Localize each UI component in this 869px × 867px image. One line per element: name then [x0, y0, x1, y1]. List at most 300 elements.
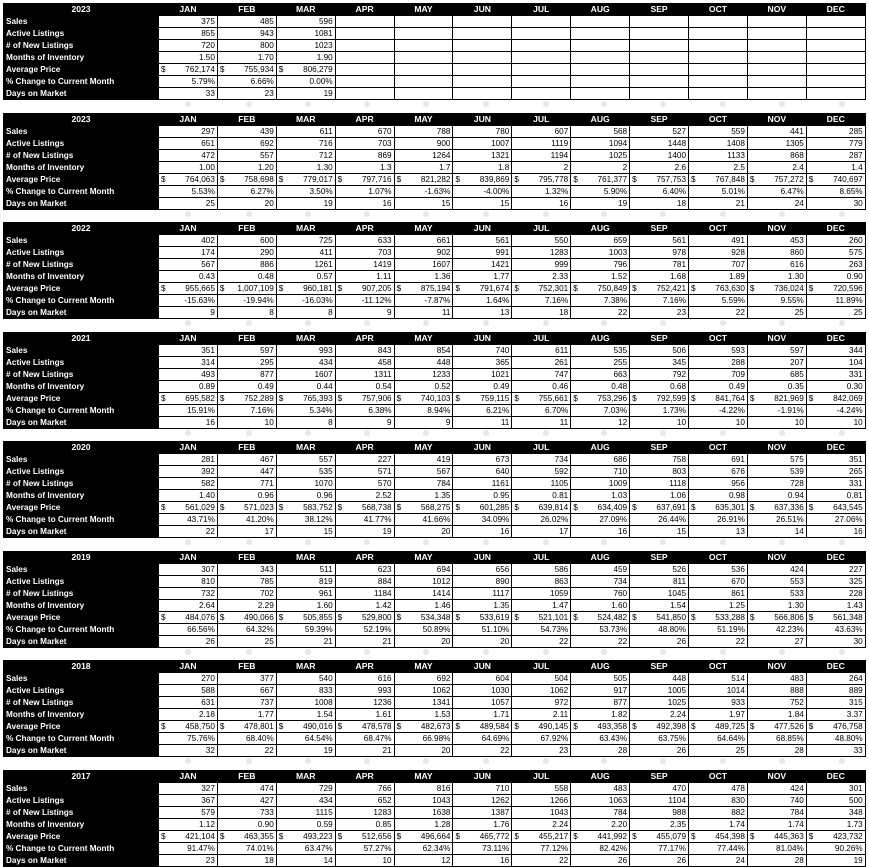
row-label: Days on Market [4, 416, 159, 428]
spacer-dot [601, 211, 607, 217]
data-cell [276, 64, 335, 76]
data-cell [630, 611, 689, 623]
data-cell: 1012 [394, 575, 453, 587]
currency-symbol: $ [219, 393, 225, 403]
data-cell [276, 392, 335, 404]
data-cell: 344 [806, 344, 865, 356]
currency-symbol: $ [632, 722, 637, 731]
currency-symbol: $ [278, 393, 284, 403]
row-label: Days on Market [4, 745, 159, 757]
data-cell: 1.74 [747, 818, 806, 830]
data-cell: 6.27% [217, 185, 276, 197]
month-header-feb: FEB [217, 4, 276, 16]
data-cell: 1421 [453, 259, 512, 271]
data-cell: 345 [630, 356, 689, 368]
table-gap [3, 757, 865, 770]
data-cell: 207 [747, 356, 806, 368]
price-value: 907,205 [361, 284, 392, 293]
currency-symbol: $ [749, 831, 755, 841]
data-cell: 7.16% [512, 295, 571, 307]
data-cell: 285 [806, 125, 865, 137]
data-cell: 1.89 [689, 271, 748, 283]
year-table-2023 [3, 113, 866, 210]
currency-symbol: $ [691, 612, 696, 622]
data-cell: 633 [335, 235, 394, 247]
data-cell: 710 [453, 782, 512, 794]
spacer-dot [720, 430, 726, 436]
data-cell: 8 [276, 416, 335, 428]
spacer-dot [660, 539, 666, 545]
data-cell: 734 [571, 575, 630, 587]
data-cell: 8 [217, 307, 276, 319]
data-cell: 5.90% [571, 185, 630, 197]
data-cell: 2 [571, 161, 630, 173]
data-cell: 784 [571, 806, 630, 818]
table-row [4, 283, 866, 295]
data-cell: 788 [394, 125, 453, 137]
data-cell: 1.60 [571, 599, 630, 611]
data-cell: 631 [159, 697, 218, 709]
data-cell [689, 52, 748, 64]
row-label: Sales [4, 344, 159, 356]
data-cell [747, 611, 806, 623]
currency-symbol: $ [337, 284, 343, 293]
data-cell: 561 [630, 235, 689, 247]
data-cell [806, 721, 865, 733]
data-cell: 733 [217, 806, 276, 818]
data-cell: 611 [276, 125, 335, 137]
data-cell [335, 611, 394, 623]
data-cell [159, 502, 218, 514]
spacer-dot [423, 101, 429, 107]
data-cell: 20 [394, 745, 453, 757]
data-cell: 747 [512, 368, 571, 380]
data-cell: -7.87% [394, 295, 453, 307]
data-cell [747, 40, 806, 52]
table-row [4, 830, 866, 842]
data-cell: 2.64 [159, 599, 218, 611]
year-heading: 2017 [4, 770, 159, 782]
data-cell [394, 64, 453, 76]
currency-symbol: $ [691, 284, 696, 293]
spacer-dot [779, 320, 785, 326]
spacer-dot [543, 649, 549, 655]
data-cell: 12 [571, 416, 630, 428]
data-cell [689, 88, 748, 100]
data-cell: 978 [630, 247, 689, 259]
table-row [4, 587, 866, 599]
data-cell: 30 [806, 197, 865, 209]
month-header-may: MAY [394, 551, 453, 563]
data-cell: 24 [747, 197, 806, 209]
data-cell: 7.03% [571, 404, 630, 416]
data-cell [335, 16, 394, 28]
data-cell: 22 [512, 635, 571, 647]
data-cell: 1.70 [217, 52, 276, 64]
month-header-dec: DEC [806, 661, 865, 673]
header-row [4, 551, 866, 563]
data-cell: 737 [217, 697, 276, 709]
currency-symbol: $ [396, 503, 402, 512]
data-cell: 290 [217, 247, 276, 259]
data-cell: 375 [159, 16, 218, 28]
currency-symbol: $ [632, 284, 637, 293]
data-cell: 434 [276, 356, 335, 368]
data-cell [689, 173, 748, 185]
data-cell [747, 16, 806, 28]
data-cell [689, 64, 748, 76]
spacer-dot [720, 320, 726, 326]
data-cell: 656 [453, 563, 512, 575]
data-cell: 1.28 [394, 818, 453, 830]
data-cell: 1448 [630, 137, 689, 149]
price-value: 496,664 [420, 831, 451, 841]
table-row [4, 235, 866, 247]
data-cell: 1.03 [571, 490, 630, 502]
data-cell: 74.01% [217, 842, 276, 854]
row-label: Average Price [4, 392, 159, 404]
data-cell [276, 830, 335, 842]
data-cell: 860 [747, 247, 806, 259]
price-value: 454,398 [715, 831, 745, 841]
price-value: 764,063 [185, 174, 215, 184]
row-label: Days on Market [4, 88, 159, 100]
data-cell: -4.00% [453, 185, 512, 197]
data-cell [571, 283, 630, 295]
data-cell: 506 [630, 344, 689, 356]
month-header-jul: JUL [512, 551, 571, 563]
data-cell [512, 40, 571, 52]
data-cell [689, 611, 748, 623]
data-cell [335, 830, 394, 842]
data-cell [747, 76, 806, 88]
data-cell [159, 64, 218, 76]
currency-symbol: $ [337, 503, 343, 512]
data-cell: 0.49 [689, 380, 748, 392]
header-row [4, 223, 866, 235]
spacer-dot [246, 101, 252, 107]
data-cell: 59.39% [276, 623, 335, 635]
data-cell: 424 [747, 782, 806, 794]
data-cell [159, 830, 218, 842]
data-cell: 1133 [689, 149, 748, 161]
month-header-feb: FEB [217, 770, 276, 782]
currency-symbol: $ [455, 612, 461, 622]
data-cell: 26 [571, 854, 630, 866]
month-header-jul: JUL [512, 332, 571, 344]
data-cell: 6.66% [217, 76, 276, 88]
table-row [4, 356, 866, 368]
year-heading: 2021 [4, 332, 159, 344]
currency-symbol: $ [573, 831, 578, 841]
month-header-jan: JAN [159, 551, 218, 563]
month-header-may: MAY [394, 332, 453, 344]
data-cell: 1105 [512, 478, 571, 490]
data-cell [394, 40, 453, 52]
year-table-2018 [3, 660, 866, 757]
data-cell [571, 16, 630, 28]
data-cell: 23 [512, 745, 571, 757]
data-cell [159, 283, 218, 295]
price-value: 755,934 [244, 65, 274, 74]
data-cell: 1.54 [630, 599, 689, 611]
year-table-2023 [3, 3, 866, 100]
data-cell: 2.4 [747, 161, 806, 173]
data-cell: 25 [747, 307, 806, 319]
data-cell [571, 830, 630, 842]
data-cell [335, 173, 394, 185]
data-cell: 0.46 [512, 380, 571, 392]
data-cell: 0.95 [453, 490, 512, 502]
data-cell: 11 [453, 416, 512, 428]
currency-symbol: $ [396, 174, 402, 184]
data-cell [630, 502, 689, 514]
data-cell: 27.09% [571, 514, 630, 526]
row-label: Days on Market [4, 854, 159, 866]
data-cell: 604 [453, 673, 512, 685]
data-cell [394, 830, 453, 842]
data-cell: 1.07% [335, 185, 394, 197]
row-label: Average Price [4, 64, 159, 76]
data-cell: 441 [747, 125, 806, 137]
data-cell: 13 [453, 307, 512, 319]
spacer-dot [305, 758, 311, 764]
currency-symbol: $ [455, 174, 461, 184]
data-cell: 8.65% [806, 185, 865, 197]
month-header-dec: DEC [806, 113, 865, 125]
month-header-aug: AUG [571, 770, 630, 782]
spacer-dot [839, 649, 845, 655]
data-cell: 21 [689, 197, 748, 209]
data-cell [630, 283, 689, 295]
data-cell: 325 [806, 575, 865, 587]
table-gap [3, 210, 865, 223]
data-cell: 1.73 [806, 818, 865, 830]
data-cell: 2 [512, 161, 571, 173]
spacer-dot [246, 539, 252, 545]
currency-symbol: $ [808, 722, 814, 731]
month-header-apr: APR [335, 661, 394, 673]
currency-symbol: $ [632, 393, 637, 403]
data-cell: 365 [453, 356, 512, 368]
table-row [4, 709, 866, 721]
data-cell: 467 [217, 454, 276, 466]
month-header-may: MAY [394, 223, 453, 235]
data-cell: 784 [394, 478, 453, 490]
data-cell: 567 [159, 259, 218, 271]
currency-symbol: $ [161, 722, 166, 731]
year-heading: 2023 [4, 113, 159, 125]
data-cell: 26.51% [747, 514, 806, 526]
data-cell: 15.91% [159, 404, 218, 416]
data-cell [276, 283, 335, 295]
data-cell: 28 [747, 745, 806, 757]
data-cell [571, 40, 630, 52]
currency-symbol: $ [219, 65, 225, 74]
data-cell: 13 [689, 526, 748, 538]
data-cell: 174 [159, 247, 218, 259]
data-cell: 710 [571, 466, 630, 478]
data-cell: 0.30 [806, 380, 865, 392]
month-header-nov: NOV [747, 113, 806, 125]
data-cell: 16 [453, 526, 512, 538]
row-label: Average Price [4, 611, 159, 623]
spacer-dot [305, 101, 311, 107]
month-header-mar: MAR [276, 551, 335, 563]
data-cell: 77.44% [689, 842, 748, 854]
currency-symbol: $ [337, 174, 343, 184]
data-cell: 792 [630, 368, 689, 380]
price-value: 753,296 [597, 393, 628, 403]
data-cell: -1.63% [394, 185, 453, 197]
currency-symbol: $ [161, 284, 166, 293]
market-stats-sheet [3, 3, 865, 867]
table-row [4, 307, 866, 319]
price-value: 757,272 [774, 174, 804, 184]
table-row [4, 161, 866, 173]
row-label: # of New Listings [4, 149, 159, 161]
data-cell: 33 [806, 745, 865, 757]
data-cell: 1184 [335, 587, 394, 599]
row-label: Active Listings [4, 575, 159, 587]
currency-symbol: $ [632, 831, 637, 841]
data-cell: -16.03% [276, 295, 335, 307]
data-cell [394, 76, 453, 88]
data-cell: 760 [571, 587, 630, 599]
data-cell [453, 76, 512, 88]
data-cell: 559 [689, 125, 748, 137]
data-cell: 265 [806, 466, 865, 478]
price-value: 465,772 [479, 831, 510, 841]
data-cell: 877 [217, 368, 276, 380]
data-cell [806, 16, 865, 28]
table-row [4, 685, 866, 697]
row-label: Days on Market [4, 526, 159, 538]
spacer-dot [246, 430, 252, 436]
spacer-dot [720, 101, 726, 107]
data-cell: 26.02% [512, 514, 571, 526]
data-cell: 16 [571, 526, 630, 538]
table-row [4, 721, 866, 733]
data-cell: 729 [276, 782, 335, 794]
data-cell: 11.89% [806, 295, 865, 307]
table-row [4, 806, 866, 818]
data-cell: 651 [159, 137, 218, 149]
data-cell: 20 [453, 635, 512, 647]
data-cell: 1236 [335, 697, 394, 709]
price-value: 533,288 [715, 612, 745, 622]
data-cell: 734 [512, 454, 571, 466]
data-cell: 692 [217, 137, 276, 149]
currency-symbol: $ [278, 174, 284, 184]
data-cell [689, 283, 748, 295]
data-cell: 51.10% [453, 623, 512, 635]
data-cell: 0.54 [335, 380, 394, 392]
data-cell: 1.84 [747, 709, 806, 721]
spacer-dot [601, 758, 607, 764]
data-cell: 16 [159, 416, 218, 428]
row-label: Average Price [4, 283, 159, 295]
table-row [4, 197, 866, 209]
data-cell: 493 [159, 368, 218, 380]
data-cell: 596 [276, 16, 335, 28]
price-value: 875,194 [420, 284, 451, 293]
data-cell: 928 [689, 247, 748, 259]
data-cell: 402 [159, 235, 218, 247]
price-value: 533,619 [479, 612, 510, 622]
currency-symbol: $ [691, 722, 696, 731]
month-header-jan: JAN [159, 442, 218, 454]
currency-symbol: $ [749, 612, 755, 622]
data-cell: 25 [159, 197, 218, 209]
data-cell [394, 173, 453, 185]
spacer-dot [543, 320, 549, 326]
spacer-dot [423, 539, 429, 545]
data-cell: 0.48 [217, 271, 276, 283]
header-row [4, 442, 866, 454]
data-cell: -1.91% [747, 404, 806, 416]
data-cell: 597 [747, 344, 806, 356]
data-cell: 48.80% [630, 623, 689, 635]
row-label: Active Listings [4, 794, 159, 806]
month-header-jan: JAN [159, 332, 218, 344]
data-cell: 16 [806, 526, 865, 538]
price-value: 521,101 [538, 612, 569, 622]
currency-symbol: $ [455, 831, 461, 841]
data-cell: 771 [217, 478, 276, 490]
data-cell: 527 [630, 125, 689, 137]
currency-symbol: $ [278, 284, 284, 293]
price-value: 841,764 [715, 393, 745, 403]
price-value: 806,279 [303, 65, 333, 74]
row-label: % Change to Current Month [4, 76, 159, 88]
month-header-aug: AUG [571, 661, 630, 673]
data-cell [512, 173, 571, 185]
data-cell: 6.40% [630, 185, 689, 197]
data-cell: 1.60 [276, 599, 335, 611]
data-cell: 2.6 [630, 161, 689, 173]
data-cell: 1003 [571, 247, 630, 259]
year-table-2019 [3, 551, 866, 648]
currency-symbol: $ [632, 503, 637, 512]
data-cell [335, 40, 394, 52]
year-heading: 2022 [4, 223, 159, 235]
data-cell: 26 [630, 635, 689, 647]
data-cell: 1233 [394, 368, 453, 380]
data-cell: 1081 [276, 28, 335, 40]
data-cell: 600 [217, 235, 276, 247]
data-cell: 10 [630, 416, 689, 428]
data-cell: 64.32% [217, 623, 276, 635]
price-value: 512,656 [361, 831, 392, 841]
spacer-dot [364, 430, 370, 436]
data-cell [747, 173, 806, 185]
data-cell [806, 611, 865, 623]
row-label: Sales [4, 563, 159, 575]
month-header-oct: OCT [689, 113, 748, 125]
month-header-sep: SEP [630, 332, 689, 344]
price-value: 524,482 [597, 612, 628, 622]
spacer-dot [779, 211, 785, 217]
row-label: Active Listings [4, 28, 159, 40]
price-value: 492,398 [656, 722, 687, 731]
spacer-dot [364, 539, 370, 545]
table-row [4, 416, 866, 428]
spacer-dot [483, 649, 489, 655]
data-cell [747, 88, 806, 100]
data-cell: 255 [571, 356, 630, 368]
table-row [4, 502, 866, 514]
